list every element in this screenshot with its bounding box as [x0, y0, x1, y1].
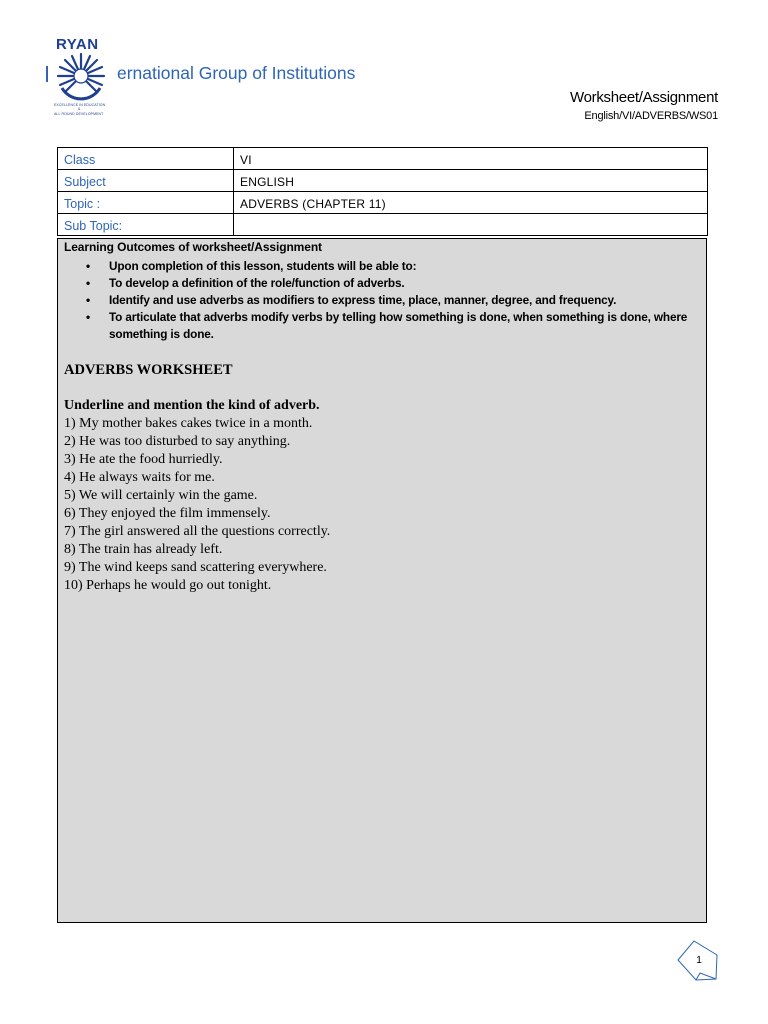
question-item: 1) My mother bakes cakes twice in a month. [64, 416, 313, 431]
learning-outcomes-list [58, 258, 698, 343]
info-label: Subject [58, 170, 234, 192]
question-item: 8) The train has already left. [64, 542, 223, 557]
info-value: ENGLISH [234, 170, 708, 192]
info-row-subject [58, 170, 708, 192]
worksheet-code: English/VI/ADVERBS/WS01 [584, 110, 718, 122]
question-item: 6) They enjoyed the film immensely. [64, 506, 271, 521]
worksheet-title: Worksheet/Assignment [570, 89, 718, 106]
question-list [64, 415, 330, 595]
worksheet-heading: ADVERBS WORKSHEET [64, 362, 233, 378]
info-label: Sub Topic: [58, 214, 234, 236]
learning-outcome-item: • To develop a definition of the role/function of adverbs. [58, 275, 698, 292]
question-item: 5) We will certainly win the game. [64, 488, 258, 503]
info-value: ADVERBS (CHAPTER 11) [234, 192, 708, 214]
organization-name: ernational Group of Institutions [117, 63, 356, 83]
question-item: 3) He ate the food hurriedly. [64, 452, 223, 467]
info-value: VI [234, 148, 708, 170]
learning-outcome-item: • Upon completion of this lesson, students will be able to: [58, 258, 698, 275]
question-item: 10) Perhaps he would go out tonight. [64, 578, 272, 593]
question-item: 9) The wind keeps sand scattering everywhere. [64, 560, 327, 575]
logo-wordmark: RYAN [56, 36, 99, 53]
sun-emblem-icon [50, 50, 112, 102]
logo-tagline-2: & [78, 107, 81, 111]
info-label: Class [58, 148, 234, 170]
info-row-subtopic [58, 214, 708, 236]
page-number-badge [676, 937, 722, 983]
worksheet-instruction: Underline and mention the kind of adverb. [64, 398, 320, 413]
learning-outcome-item: • Identify and use adverbs as modifiers to express time, place, manner, degree, and frequency. [58, 292, 698, 309]
info-label: Topic : [58, 192, 234, 214]
logo-tagline-3: ALL ROUND DEVELOPMENT [54, 112, 104, 116]
worksheet-info-table [57, 147, 708, 236]
page-number: 1 [696, 954, 702, 966]
logo-tagline-1: EXCELLENCE IN EDUCATION [54, 103, 106, 107]
question-item: 2) He was too disturbed to say anything. [64, 434, 291, 449]
school-logo [50, 36, 120, 122]
info-row-class [58, 148, 708, 170]
info-value [234, 214, 708, 236]
info-row-topic [58, 192, 708, 214]
learning-outcome-item: • To articulate that adverbs modify verbs by telling how something is done, when something is done, where something is done. [58, 309, 698, 343]
worksheet-content [57, 238, 707, 923]
question-item: 7) The girl answered all the questions correctly. [64, 524, 331, 539]
organization-name-start [46, 66, 48, 82]
learning-outcomes-title: Learning Outcomes of worksheet/Assignment [64, 240, 322, 254]
question-item: 4) He always waits for me. [64, 470, 215, 485]
